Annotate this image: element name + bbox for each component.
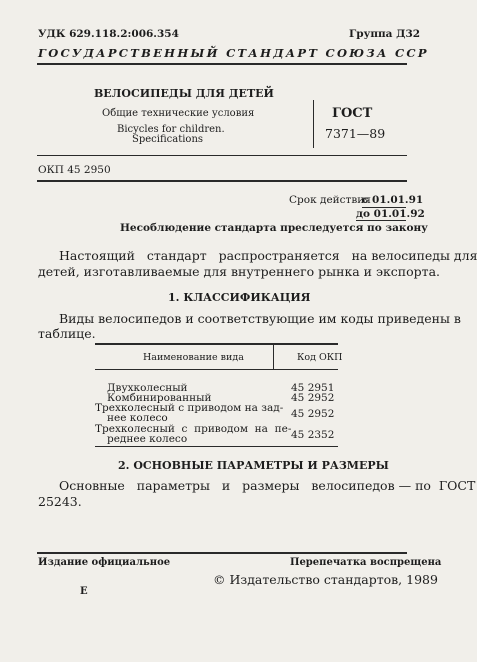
table-row-4-name: Трехколесный с приводом на пе- [95,423,292,435]
table-column-divider [273,343,274,369]
table-row-3-name: Трехколесный с приводом на зад- [95,402,284,414]
section-1-line-1: Виды велосипедов и соответствующие им коды приведены в [59,311,461,326]
intro-line-1: Настоящий стандарт распространяется на велосипеды для [59,248,477,263]
copyright-line: © Издательство стандартов, 1989 [213,572,438,587]
validity-to: до 01.01.92 [356,208,425,220]
section-2-line-1: Основные параметры и размеры велосипедов — по ГОСТ [59,478,476,493]
group-code: Группа Д32 [349,28,421,40]
intro-line-2: детей, изготавливаемые для внутреннего рынка и экспорта. [38,264,440,279]
table-header-name: Наименование вида [143,352,244,363]
doc-title-en-2: Specifications [132,134,204,145]
table-header-rule [95,369,338,370]
doc-title-en-1: Bicycles for children. [117,124,225,135]
okp-code: ОКП 45 2950 [38,164,111,176]
footer-rule [37,552,407,554]
reprint-prohibited: Перепечатка воспрещена [290,557,442,568]
validity-from: с 01.01.91 [362,194,424,206]
gost-number: 7371—89 [325,126,386,141]
table-top-rule [95,343,338,345]
section-1-heading: 1. КЛАССИФИКАЦИЯ [168,291,311,304]
table-bottom-rule [95,446,338,447]
table-row-4-name-cont: реднее колесо [107,433,188,445]
title-bottom-rule [37,155,407,156]
table-row-2-name: Комбинированный [107,392,212,404]
doc-title-ru: ВЕЛОСИПЕДЫ ДЛЯ ДЕТЕЙ [94,87,274,100]
gost-label: ГОСТ [332,106,373,121]
legal-notice: Несоблюдение стандарта преследуется по закону [120,222,428,234]
table-header-code: Код ОКП [297,352,343,363]
header-rule [37,63,407,65]
section-1-line-2: таблице. [38,326,96,341]
section-2-line-2: 25243. [38,494,82,509]
table-row-1-name: Двухколесный [107,382,188,394]
table-row-4-code: 45 2352 [291,429,335,441]
standard-title: ГОСУДАРСТВЕННЫЙ СТАНДАРТ СОЮЗА ССР [38,46,429,60]
validity-to-underline [356,220,406,221]
edition-letter: Е [80,586,88,597]
validity-label: Срок действия [289,194,371,206]
section-2-heading: 2. ОСНОВНЫЕ ПАРАМЕТРЫ И РАЗМЕРЫ [118,459,389,472]
table-row-3-name-cont: нее колесо [107,412,168,424]
table-row-1-code: 45 2951 [291,382,335,394]
official-edition: Издание официальное [38,557,171,568]
udk-code: УДК 629.118.2:006.354 [38,28,179,40]
doc-subtitle-ru: Общие технические условия [102,108,255,119]
table-row-2-code: 45 2952 [291,392,335,404]
title-divider [313,100,314,148]
okp-rule [37,180,407,182]
table-row-3-code: 45 2952 [291,408,335,420]
